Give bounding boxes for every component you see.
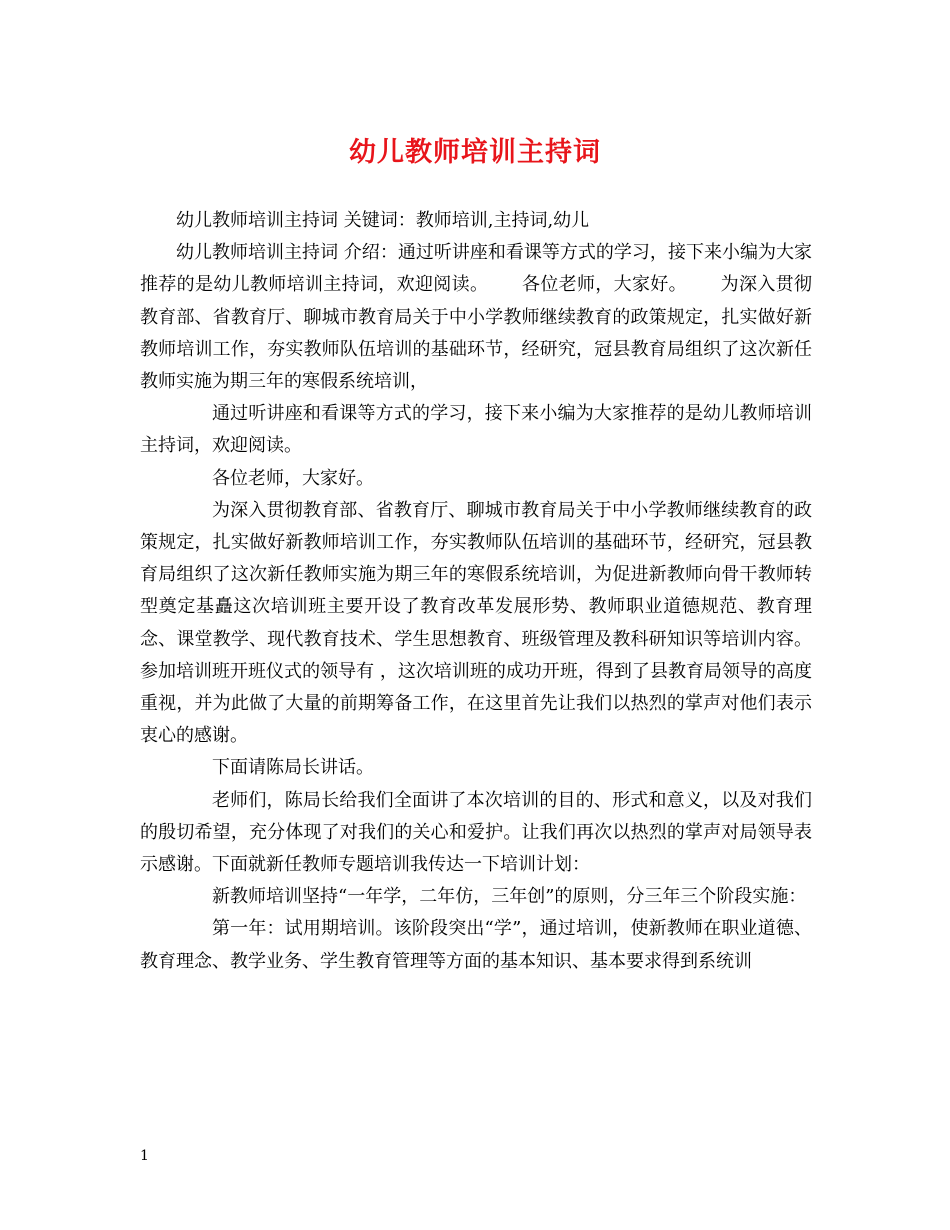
intro-paragraph: 幼儿教师培训主持词 介绍：通过听讲座和看课等方式的学习，接下来小编为大家推荐的是幼儿教师培训主持词，欢迎阅读。 各位老师，大家好。 为深入贯彻教育部、省教育厅、聊城市教育局关于中小学教师继续教育的政策规定，扎实做好新教师培训工作，夯实教师队伍培训的基础环节，经研究，冠县教育局组织了这次新任教师实施为期三年的寒假系统培训，	[140, 242, 812, 393]
greeting-paragraph: 各位老师，大家好。	[212, 467, 374, 489]
body-paragraph: 新教师培训坚持“一年学，二年仿，三年创”的原则，分三年三个阶段实施：	[212, 886, 807, 908]
document-body	[140, 205, 812, 978]
body-paragraph: 为深入贯彻教育部、省教育厅、聊城市教育局关于中小学教师继续教育的政策规定，扎实做好新教师培训工作，夯实教师队伍培训的基础环节，经研究，冠县教育局组织了这次新任教师实施为期三年的寒假系统培训，为促进新教师向骨干教师转型奠定基矗这次培训班主要开设了教育改革发展形势、教师职业道德规范、教育理念、课堂教学、现代教育技术、学生思想教育、班级管理及教科研知识等培训内容。参加培训班开班仪式的领导有 ，这次培训班的成功开班，得到了县教育局领导的高度重视，并为此做了大量的前期筹备工作，在这里首先让我们以热烈的掌声对他们表示衷心的感谢。	[140, 499, 812, 747]
page-number: 1	[140, 1148, 149, 1164]
document-title: 幼儿教师培训主持词	[349, 137, 601, 168]
body-paragraph: 第一年：试用期培训。该阶段突出“学”，通过培训，使新教师在职业道德、教育理念、教学业务、学生教育管理等方面的基本知识、基本要求得到系统训	[140, 918, 812, 972]
body-paragraph: 通过听讲座和看课等方式的学习，接下来小编为大家推荐的是幼儿教师培训主持词，欢迎阅读。	[140, 403, 812, 457]
body-paragraph: 下面请陈局长讲话。	[212, 757, 374, 779]
keywords-paragraph: 幼儿教师培训主持词 关键词：教师培训,主持词,幼儿	[176, 210, 590, 231]
body-paragraph: 老师们，陈局长给我们全面讲了本次培训的目的、形式和意义，以及对我们的殷切希望，充分体现了对我们的关心和爱护。让我们再次以热烈的掌声对局领导表示感谢。下面就新任教师专题培训我传达一下培训计划：	[140, 789, 812, 876]
